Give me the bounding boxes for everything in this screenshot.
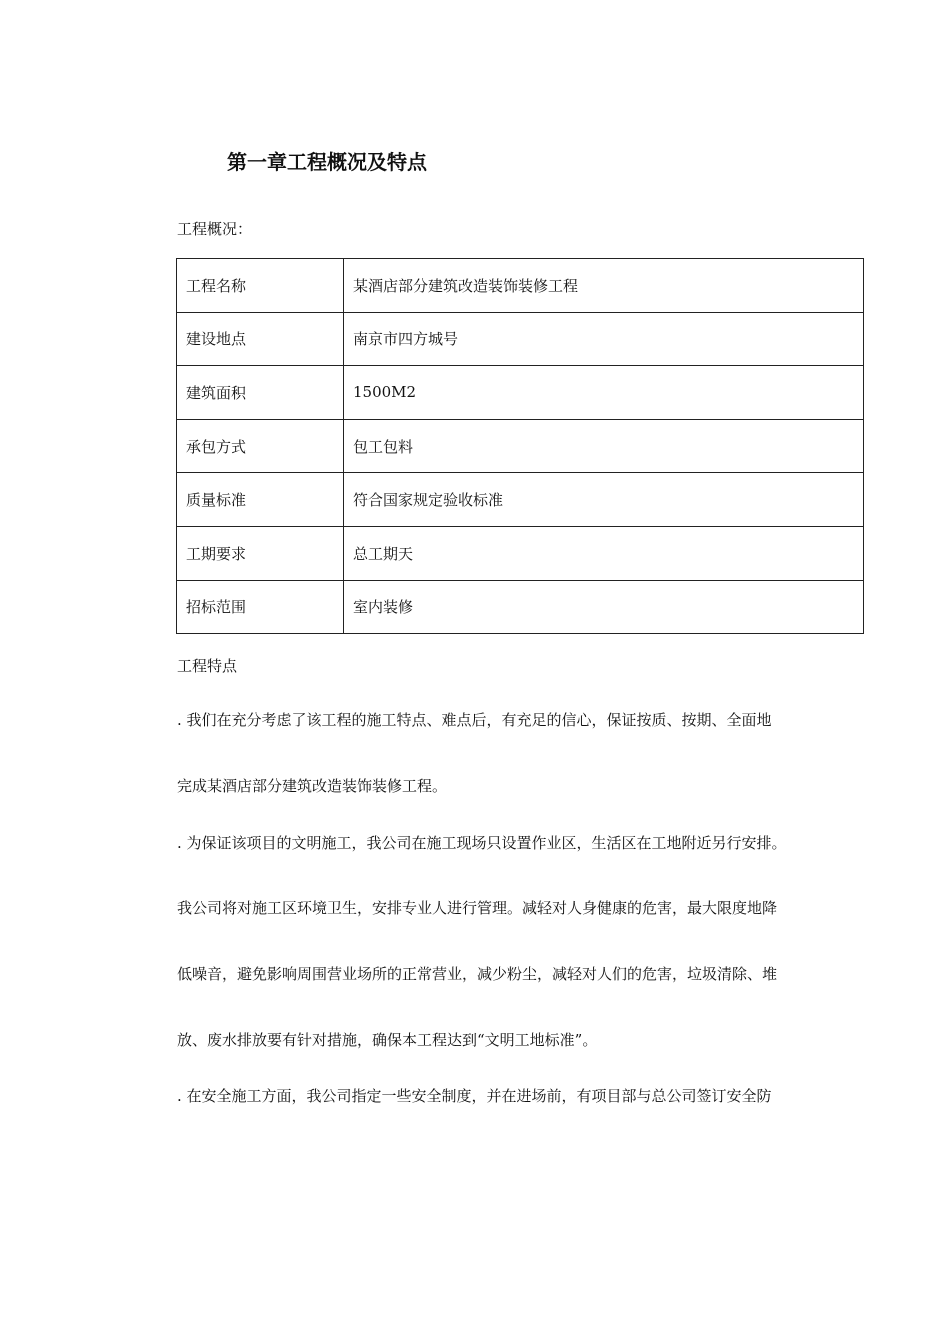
paragraph-line: . 在安全施工方面，我公司指定一些安全制度，并在进场前，有项目部与总公司签订安全防: [177, 1087, 772, 1105]
table-value-cell: 南京市四方城号: [344, 312, 864, 366]
paragraph-line: 我公司将对施工区环境卫生，安排专业人进行管理。减轻对人身健康的危害，最大限度地降: [177, 899, 778, 917]
table-key-cell: 建设地点: [177, 312, 344, 366]
table-key-cell: 招标范围: [177, 580, 344, 634]
table-value-cell: 1500M2: [344, 366, 864, 420]
table-value-cell: 室内装修: [344, 580, 864, 634]
table-value-cell: 某酒店部分建筑改造装饰装修工程: [344, 259, 864, 313]
overview-table: [176, 258, 864, 634]
table-row: [177, 259, 864, 313]
table-row: [177, 580, 864, 634]
features-label: 工程特点: [177, 657, 238, 675]
table-row: [177, 419, 864, 473]
table-key-cell: 建筑面积: [177, 366, 344, 420]
table-key-cell: 工程名称: [177, 259, 344, 313]
paragraph-line: . 为保证该项目的文明施工，我公司在施工现场只设置作业区，生活区在工地附近另行安排。: [177, 834, 787, 852]
table-row: [177, 366, 864, 420]
table-row: [177, 473, 864, 527]
chapter-title: 第一章工程概况及特点: [227, 150, 427, 174]
table-value-cell: 符合国家规定验收标准: [344, 473, 864, 527]
paragraph-line: . 我们在充分考虑了该工程的施工特点、难点后，有充足的信心，保证按质、按期、全面地: [177, 711, 772, 729]
table-value-cell: 包工包料: [344, 419, 864, 473]
table-row: [177, 312, 864, 366]
paragraph-line: 放、废水排放要有针对措施，确保本工程达到“文明工地标准”。: [177, 1031, 598, 1049]
table-value-cell: 总工期天: [344, 526, 864, 580]
table-key-cell: 承包方式: [177, 419, 344, 473]
table-key-cell: 工期要求: [177, 526, 344, 580]
paragraph-line: 完成某酒店部分建筑改造装饰装修工程。: [177, 777, 448, 795]
table-key-cell: 质量标准: [177, 473, 344, 527]
paragraph-line: 低噪音，避免影响周围营业场所的正常营业，减少粉尘，减轻对人们的危害，垃圾清除、堆: [177, 965, 778, 983]
overview-label: 工程概况：: [177, 220, 253, 238]
table-row: [177, 526, 864, 580]
